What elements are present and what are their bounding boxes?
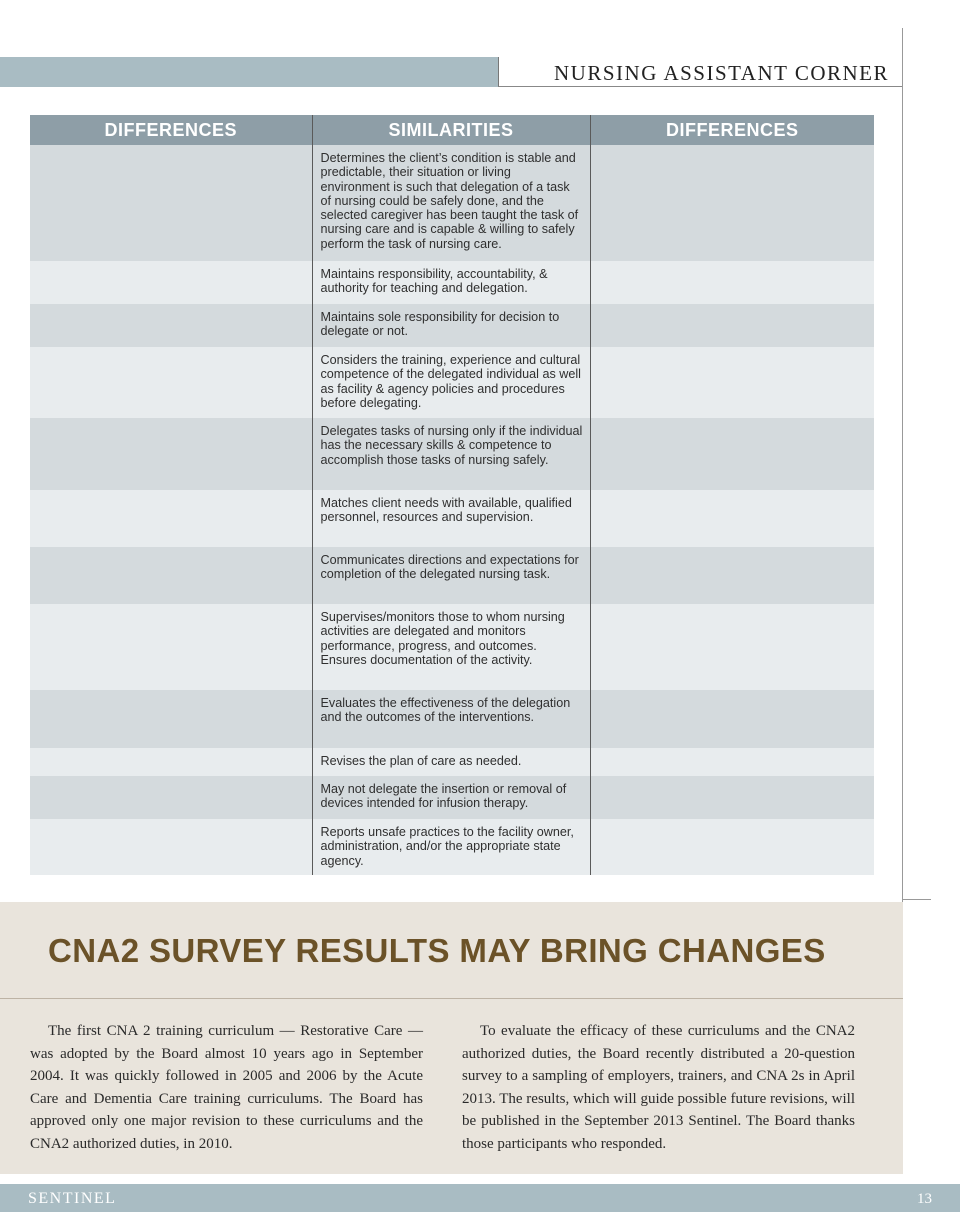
column-header-differences-right: DIFFERENCES (590, 115, 874, 145)
table-row (30, 418, 874, 490)
footer-band (0, 1184, 960, 1212)
page-corner-mark (903, 899, 931, 900)
cell-similarity: May not delegate the insertion or removal of devices intended for infusion therapy. (312, 776, 590, 819)
cell-differences-right (590, 690, 874, 748)
cell-similarity: Reports unsafe practices to the facility owner, administration, and/or the appropriate state agency. (312, 819, 590, 875)
cell-similarity: Determines the client’s condition is stable and predictable, their situation or living environment is such that delegation of a task of nursing could be safely done, and the selected caregiver has been taught the task of nursing care and is capable & willing to safely perform the task of nursing care. (312, 145, 590, 261)
cell-similarity: Supervises/monitors those to whom nursing activities are delegated and monitors performance, progress, and outcomes. Ensures documentation of the activity. (312, 604, 590, 690)
table-row (30, 304, 874, 347)
table-row (30, 776, 874, 819)
header-band (0, 57, 498, 87)
survey-paragraph-left: The first CNA 2 training curriculum — Restorative Care — was adopted by the Board almost 10 years ago in September 2004. It was quickly followed in 2005 and 2006 by the Acute Care and Dementia Care training curriculums. The Board has approved only one major revision to these curriculums and the CNA2 authorized duties, in 2010. (30, 1023, 423, 1152)
cell-similarity: Matches client needs with available, qualified personnel, resources and supervision. (312, 490, 590, 547)
table-row (30, 145, 874, 261)
survey-divider (0, 998, 903, 999)
table-header-row (30, 115, 874, 145)
cell-differences-left (30, 547, 312, 604)
table-row (30, 748, 874, 776)
cell-differences-left (30, 819, 312, 875)
cell-differences-left (30, 748, 312, 776)
cell-differences-right (590, 776, 874, 819)
cell-similarity: Maintains sole responsibility for decision to delegate or not. (312, 304, 590, 347)
cell-similarity: Considers the training, experience and cultural competence of the delegated individual as well as facility & agency policies and procedures before delegating. (312, 347, 590, 418)
column-header-similarities: SIMILARITIES (312, 115, 590, 145)
cell-differences-right (590, 418, 874, 490)
cell-differences-left (30, 304, 312, 347)
delegation-comparison-table (30, 115, 874, 875)
table-row (30, 347, 874, 418)
cell-differences-right (590, 304, 874, 347)
cell-similarity: Revises the plan of care as needed. (312, 748, 590, 776)
cell-differences-right (590, 347, 874, 418)
cell-differences-left (30, 490, 312, 547)
page-number: 13 (917, 1191, 932, 1207)
cell-differences-left (30, 690, 312, 748)
table-row (30, 604, 874, 690)
table-row (30, 547, 874, 604)
survey-paragraph-right: To evaluate the efficacy of these curriculums and the CNA2 authorized duties, the Board recently distributed a 20-question survey to a sampling of employers, trainers, and CNA 2s in April 2013. The results, which will guide possible future revisions, will be published in the September 2013 Sentinel. The Board thanks those participants who responded. (462, 1023, 856, 1152)
page-right-rule (902, 28, 903, 902)
cell-differences-right (590, 748, 874, 776)
column-header-differences-left: DIFFERENCES (30, 115, 312, 145)
cell-similarity: Maintains responsibility, accountability, & authority for teaching and delegation. (312, 261, 590, 304)
cell-differences-right (590, 490, 874, 547)
cell-differences-right (590, 604, 874, 690)
cell-differences-right (590, 547, 874, 604)
table-row (30, 261, 874, 304)
cell-similarity: Delegates tasks of nursing only if the individual has the necessary skills & competence to accomplish those tasks of nursing safely. (312, 418, 590, 490)
cell-similarity: Evaluates the effectiveness of the delegation and the outcomes of the interventions. (312, 690, 590, 748)
publication-name: SENTINEL (28, 1190, 117, 1207)
cell-differences-right (590, 261, 874, 304)
cell-differences-left (30, 776, 312, 819)
table-row (30, 690, 874, 748)
table-row (30, 490, 874, 547)
table-row (30, 819, 874, 875)
section-title: NURSING ASSISTANT CORNER (498, 57, 903, 87)
cell-differences-left (30, 418, 312, 490)
cell-differences-left (30, 347, 312, 418)
cell-similarity: Communicates directions and expectations for completion of the delegated nursing task. (312, 547, 590, 604)
cell-differences-left (30, 145, 312, 261)
cell-differences-left (30, 604, 312, 690)
cell-differences-left (30, 261, 312, 304)
survey-headline: CNA2 SURVEY RESULTS MAY BRING CHANGES (48, 932, 826, 969)
cell-differences-right (590, 819, 874, 875)
cell-differences-right (590, 145, 874, 261)
